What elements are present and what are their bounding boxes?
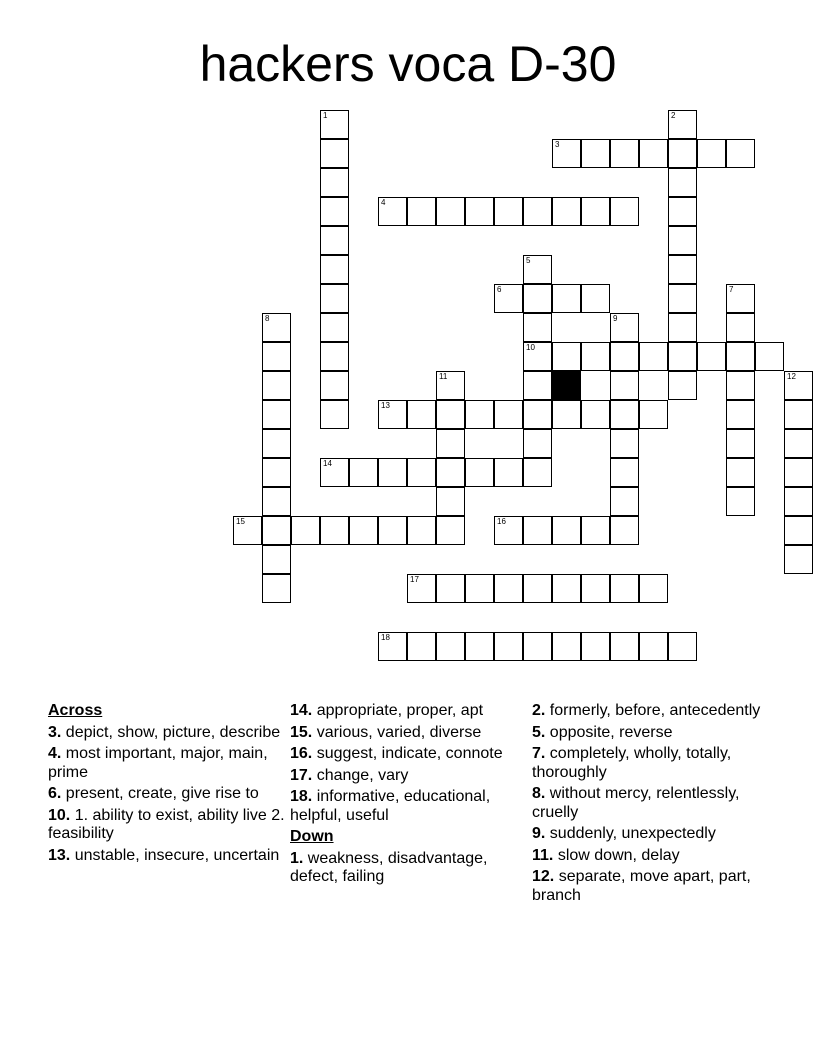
grid-cell[interactable] bbox=[465, 458, 494, 487]
grid-cell[interactable] bbox=[552, 284, 581, 313]
grid-cell[interactable] bbox=[320, 197, 349, 226]
grid-cell[interactable] bbox=[320, 226, 349, 255]
clue-down-1 bbox=[290, 850, 528, 887]
clue-number: 16. bbox=[290, 745, 313, 762]
grid-cell[interactable] bbox=[262, 371, 291, 400]
clue-across-4 bbox=[48, 745, 286, 782]
clue-number: 2. bbox=[532, 702, 546, 719]
grid-cell[interactable] bbox=[407, 632, 436, 661]
grid-cell[interactable] bbox=[581, 400, 610, 429]
grid-cell[interactable] bbox=[523, 632, 552, 661]
clue-text: suggest, indicate, connote bbox=[316, 745, 503, 762]
grid-cell[interactable] bbox=[233, 516, 262, 545]
grid-cell[interactable] bbox=[668, 371, 697, 400]
grid-cell[interactable] bbox=[552, 197, 581, 226]
clue-text: formerly, before, antecedently bbox=[549, 702, 761, 719]
clue-text: separate, move apart, part, branch bbox=[532, 868, 751, 904]
clue-across-13 bbox=[48, 847, 286, 866]
grid-cell[interactable] bbox=[320, 284, 349, 313]
grid-cell[interactable] bbox=[262, 429, 291, 458]
grid-cell[interactable] bbox=[639, 400, 668, 429]
grid-cell[interactable] bbox=[755, 342, 784, 371]
clue-number: 14. bbox=[290, 702, 313, 719]
grid-cell[interactable] bbox=[784, 458, 813, 487]
clue-across-15 bbox=[290, 724, 528, 743]
clue-number: 10. bbox=[48, 806, 71, 824]
grid-cell[interactable] bbox=[320, 139, 349, 168]
clue-column-1 bbox=[48, 702, 286, 868]
grid-cell[interactable] bbox=[552, 516, 581, 545]
clue-number-label: 17 bbox=[410, 575, 419, 584]
grid-cell[interactable] bbox=[581, 284, 610, 313]
clue-text: without mercy, relentlessly, cruelly bbox=[532, 785, 740, 821]
grid-cell[interactable] bbox=[610, 574, 639, 603]
clue-number-label: 16 bbox=[497, 517, 506, 526]
clue-across-6 bbox=[48, 785, 286, 804]
grid-cell[interactable] bbox=[320, 342, 349, 371]
clue-number-label: 1 bbox=[323, 111, 328, 120]
grid-cell[interactable] bbox=[262, 487, 291, 516]
grid-cell[interactable] bbox=[523, 255, 552, 284]
clue-text: present, create, give rise to bbox=[65, 785, 259, 802]
grid-cell[interactable] bbox=[407, 574, 436, 603]
grid-cell[interactable] bbox=[697, 139, 726, 168]
grid-cell[interactable] bbox=[262, 400, 291, 429]
grid-cell[interactable] bbox=[552, 139, 581, 168]
down-heading: Down bbox=[290, 828, 334, 845]
grid-cell[interactable] bbox=[494, 284, 523, 313]
grid-cell[interactable] bbox=[407, 400, 436, 429]
clue-across-17 bbox=[290, 767, 528, 786]
grid-cell[interactable] bbox=[784, 371, 813, 400]
grid-cell[interactable] bbox=[320, 313, 349, 342]
grid-cell[interactable] bbox=[668, 342, 697, 371]
clue-down-8 bbox=[532, 785, 770, 822]
clue-text: change, vary bbox=[316, 766, 409, 784]
clue-number: 1. bbox=[290, 849, 304, 867]
grid-cell[interactable] bbox=[639, 574, 668, 603]
grid-cell[interactable] bbox=[668, 110, 697, 139]
grid-cell[interactable] bbox=[494, 400, 523, 429]
clue-number-label: 5 bbox=[526, 256, 531, 265]
grid-cell[interactable] bbox=[523, 458, 552, 487]
grid-cell[interactable] bbox=[320, 458, 349, 487]
grid-cell[interactable] bbox=[523, 313, 552, 342]
clue-down-12 bbox=[532, 868, 770, 905]
grid-cell[interactable] bbox=[407, 197, 436, 226]
grid-cell[interactable] bbox=[784, 545, 813, 574]
grid-cell[interactable] bbox=[668, 255, 697, 284]
grid-cell[interactable] bbox=[726, 429, 755, 458]
clue-number-label: 11 bbox=[439, 372, 448, 381]
grid-cell[interactable] bbox=[784, 487, 813, 516]
clue-number-label: 8 bbox=[265, 314, 270, 323]
grid-cell[interactable] bbox=[436, 429, 465, 458]
clue-number: 13. bbox=[48, 846, 71, 864]
grid-cell[interactable] bbox=[610, 313, 639, 342]
grid-cell[interactable] bbox=[697, 342, 726, 371]
clue-down-2 bbox=[532, 702, 770, 721]
grid-cell[interactable] bbox=[581, 632, 610, 661]
grid-cell[interactable] bbox=[581, 139, 610, 168]
clue-number-label: 4 bbox=[381, 198, 386, 207]
grid-cell[interactable] bbox=[523, 342, 552, 371]
grid-cell[interactable] bbox=[581, 574, 610, 603]
grid-cell[interactable] bbox=[668, 168, 697, 197]
grid-cell[interactable] bbox=[523, 429, 552, 458]
grid-cell[interactable] bbox=[726, 284, 755, 313]
clue-text: opposite, reverse bbox=[549, 723, 673, 741]
grid-cell[interactable] bbox=[523, 284, 552, 313]
grid-cell[interactable] bbox=[262, 313, 291, 342]
clue-across-18 bbox=[290, 788, 528, 825]
grid-cell[interactable] bbox=[668, 284, 697, 313]
grid-cell[interactable] bbox=[378, 632, 407, 661]
grid-cell[interactable] bbox=[523, 516, 552, 545]
clue-number-label: 3 bbox=[555, 140, 560, 149]
clue-down-11 bbox=[532, 847, 770, 866]
grid-cell[interactable] bbox=[320, 400, 349, 429]
clue-text: weakness, disadvantage, defect, failing bbox=[290, 849, 488, 885]
grid-cell[interactable] bbox=[262, 516, 291, 545]
grid-cell[interactable] bbox=[726, 400, 755, 429]
clue-number-label: 15 bbox=[236, 517, 245, 526]
clue-text: appropriate, proper, apt bbox=[316, 702, 484, 719]
clue-number: 17. bbox=[290, 766, 313, 784]
grid-cell[interactable] bbox=[610, 429, 639, 458]
clue-text: depict, show, picture, describe bbox=[65, 723, 281, 741]
grid-cell[interactable] bbox=[262, 574, 291, 603]
grid-cell[interactable] bbox=[262, 458, 291, 487]
clue-across-10 bbox=[48, 807, 286, 844]
clue-text: suddenly, unexpectedly bbox=[549, 825, 716, 842]
grid-cell[interactable] bbox=[726, 313, 755, 342]
grid-cell[interactable] bbox=[610, 197, 639, 226]
grid-cell[interactable] bbox=[320, 110, 349, 139]
grid-cell[interactable] bbox=[610, 342, 639, 371]
black-square bbox=[552, 371, 581, 400]
clue-number: 7. bbox=[532, 745, 546, 762]
grid-cell[interactable] bbox=[784, 429, 813, 458]
grid-cell[interactable] bbox=[639, 342, 668, 371]
grid-cell[interactable] bbox=[320, 516, 349, 545]
clue-number-label: 12 bbox=[787, 372, 796, 381]
grid-cell[interactable] bbox=[639, 139, 668, 168]
grid-cell[interactable] bbox=[494, 632, 523, 661]
grid-cell[interactable] bbox=[378, 458, 407, 487]
grid-cell[interactable] bbox=[523, 197, 552, 226]
grid-cell[interactable] bbox=[465, 197, 494, 226]
clue-number: 3. bbox=[48, 723, 62, 741]
grid-cell[interactable] bbox=[610, 487, 639, 516]
clue-number: 6. bbox=[48, 785, 62, 802]
clue-down-5 bbox=[532, 724, 770, 743]
grid-cell[interactable] bbox=[436, 632, 465, 661]
grid-cell[interactable] bbox=[726, 342, 755, 371]
clue-across-3 bbox=[48, 724, 286, 743]
grid-cell[interactable] bbox=[349, 516, 378, 545]
grid-cell[interactable] bbox=[378, 197, 407, 226]
grid-cell[interactable] bbox=[726, 458, 755, 487]
clue-number-label: 2 bbox=[671, 111, 676, 120]
clue-across-14 bbox=[290, 702, 528, 721]
grid-cell[interactable] bbox=[668, 632, 697, 661]
grid-cell[interactable] bbox=[610, 139, 639, 168]
grid-cell[interactable] bbox=[407, 458, 436, 487]
grid-cell[interactable] bbox=[494, 574, 523, 603]
clue-text: most important, major, main, prime bbox=[48, 745, 268, 781]
grid-cell[interactable] bbox=[523, 400, 552, 429]
grid-cell[interactable] bbox=[668, 197, 697, 226]
grid-cell[interactable] bbox=[610, 516, 639, 545]
grid-cell[interactable] bbox=[552, 342, 581, 371]
clue-number-label: 6 bbox=[497, 285, 502, 294]
clue-column-2 bbox=[290, 702, 528, 890]
grid-cell[interactable] bbox=[668, 313, 697, 342]
grid-cell[interactable] bbox=[610, 632, 639, 661]
grid-cell[interactable] bbox=[726, 371, 755, 400]
grid-cell[interactable] bbox=[436, 400, 465, 429]
grid-cell[interactable] bbox=[436, 487, 465, 516]
grid-cell[interactable] bbox=[349, 458, 378, 487]
grid-cell[interactable] bbox=[465, 400, 494, 429]
grid-cell[interactable] bbox=[320, 255, 349, 284]
grid-cell[interactable] bbox=[552, 574, 581, 603]
clue-number-label: 10 bbox=[526, 343, 535, 352]
clue-number-label: 18 bbox=[381, 633, 390, 642]
grid-cell[interactable] bbox=[784, 400, 813, 429]
clue-number: 8. bbox=[532, 785, 546, 802]
grid-cell[interactable] bbox=[523, 371, 552, 400]
clue-text: various, varied, diverse bbox=[316, 723, 482, 741]
clue-text: informative, educational, helpful, useful bbox=[290, 788, 491, 824]
grid-cell[interactable] bbox=[552, 400, 581, 429]
clue-number: 9. bbox=[532, 825, 546, 842]
clue-number-label: 13 bbox=[381, 401, 390, 410]
grid-cell[interactable] bbox=[407, 516, 436, 545]
grid-cell[interactable] bbox=[436, 371, 465, 400]
clue-number-label: 14 bbox=[323, 459, 332, 468]
grid-cell[interactable] bbox=[465, 574, 494, 603]
grid-cell[interactable] bbox=[610, 400, 639, 429]
grid-cell[interactable] bbox=[639, 632, 668, 661]
grid-cell[interactable] bbox=[581, 516, 610, 545]
grid-cell[interactable] bbox=[436, 516, 465, 545]
grid-cell[interactable] bbox=[726, 139, 755, 168]
grid-cell[interactable] bbox=[523, 574, 552, 603]
clue-number: 5. bbox=[532, 723, 546, 741]
clue-text: completely, wholly, totally, thoroughly bbox=[532, 745, 732, 781]
grid-cell[interactable] bbox=[436, 574, 465, 603]
grid-cell[interactable] bbox=[610, 371, 639, 400]
grid-cell[interactable] bbox=[378, 516, 407, 545]
grid-cell[interactable] bbox=[494, 197, 523, 226]
grid-cell[interactable] bbox=[494, 458, 523, 487]
grid-cell[interactable] bbox=[552, 632, 581, 661]
clue-across-16 bbox=[290, 745, 528, 764]
grid-cell[interactable] bbox=[465, 632, 494, 661]
clue-number-label: 7 bbox=[729, 285, 734, 294]
clue-text: 1. ability to exist, ability live 2. feasibility bbox=[48, 806, 285, 842]
grid-cell[interactable] bbox=[784, 516, 813, 545]
grid-cell[interactable] bbox=[436, 458, 465, 487]
grid-cell[interactable] bbox=[581, 342, 610, 371]
grid-cell[interactable] bbox=[262, 342, 291, 371]
grid-cell[interactable] bbox=[320, 371, 349, 400]
grid-cell[interactable] bbox=[668, 226, 697, 255]
grid-cell[interactable] bbox=[494, 516, 523, 545]
grid-cell[interactable] bbox=[581, 197, 610, 226]
clue-number: 4. bbox=[48, 745, 62, 762]
across-heading: Across bbox=[48, 702, 103, 719]
clue-text: slow down, delay bbox=[557, 846, 680, 864]
clue-number: 15. bbox=[290, 723, 313, 741]
grid-cell[interactable] bbox=[320, 168, 349, 197]
grid-cell[interactable] bbox=[668, 139, 697, 168]
clue-down-9 bbox=[532, 825, 770, 844]
clue-column-3 bbox=[532, 702, 770, 908]
clue-text: unstable, insecure, uncertain bbox=[74, 846, 280, 864]
clue-number: 18. bbox=[290, 788, 313, 805]
clue-number: 12. bbox=[532, 868, 555, 885]
grid-cell[interactable] bbox=[726, 487, 755, 516]
clue-number: 11. bbox=[532, 846, 554, 864]
page-title: hackers voca D-30 bbox=[199, 36, 617, 92]
clue-number-label: 9 bbox=[613, 314, 618, 323]
grid-cell[interactable] bbox=[291, 516, 320, 545]
grid-cell[interactable] bbox=[262, 545, 291, 574]
clue-down-7 bbox=[532, 745, 770, 782]
grid-cell[interactable] bbox=[378, 400, 407, 429]
grid-cell[interactable] bbox=[610, 458, 639, 487]
grid-cell[interactable] bbox=[436, 197, 465, 226]
